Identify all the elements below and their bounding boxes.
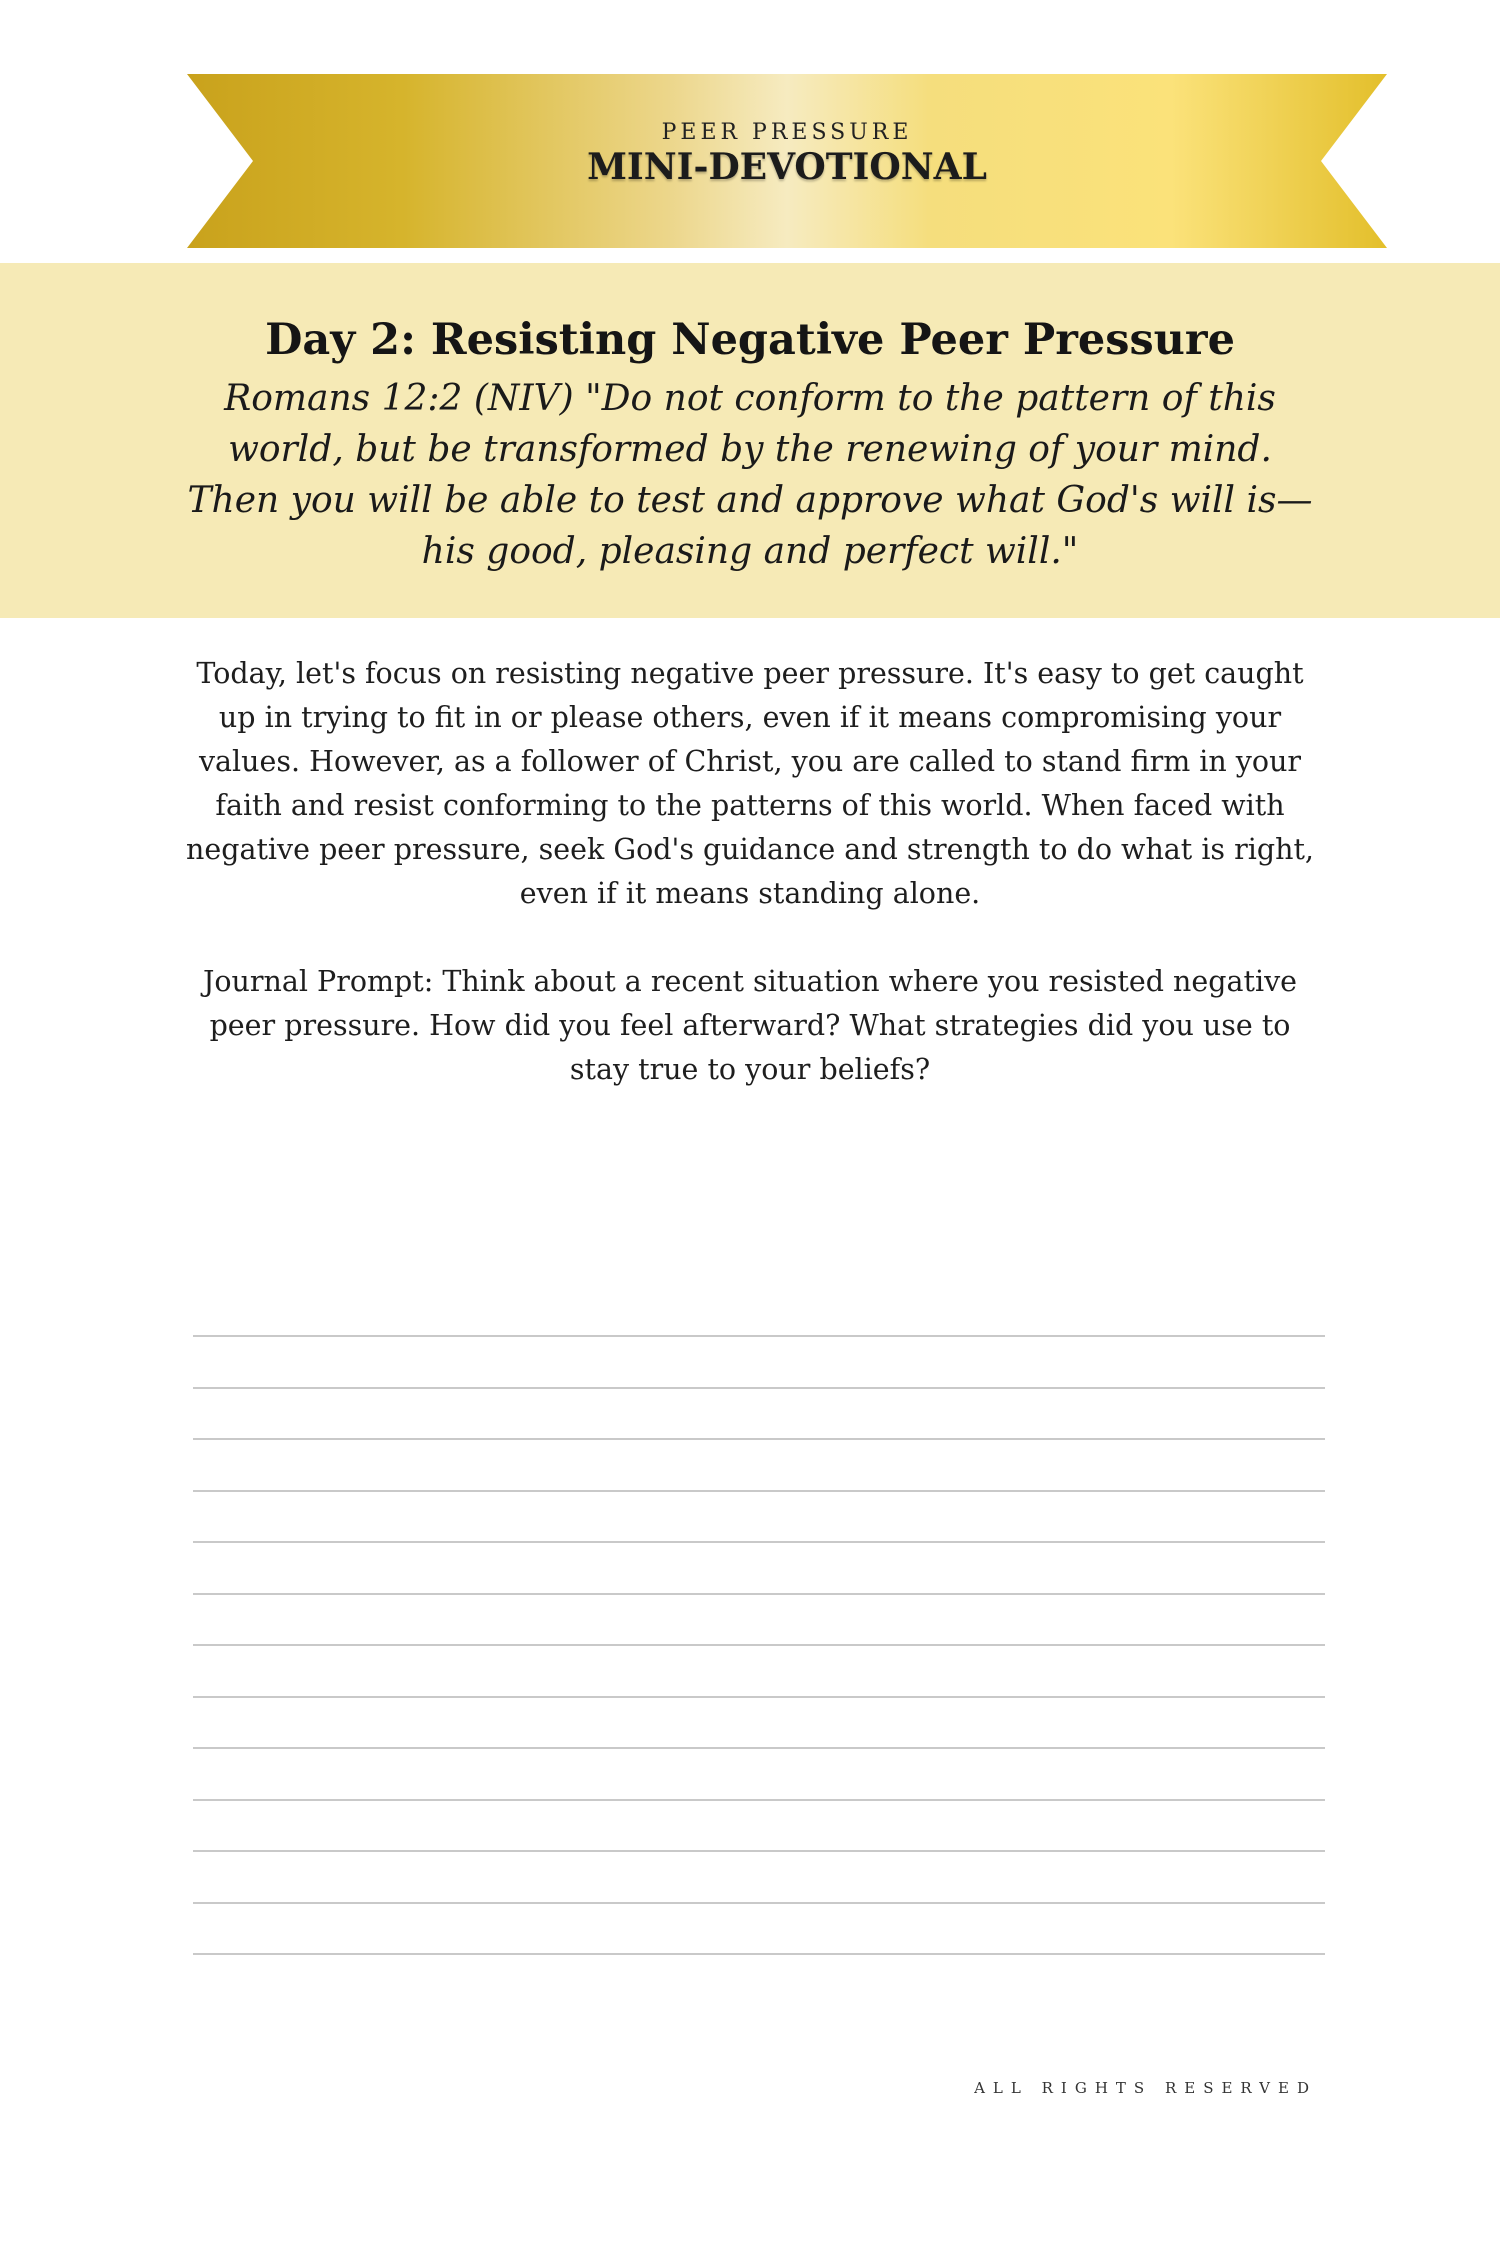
journal-line[interactable] (193, 1593, 1325, 1645)
journal-line[interactable] (193, 1438, 1325, 1490)
journal-line[interactable] (193, 1953, 1325, 2005)
journal-line[interactable] (193, 1799, 1325, 1851)
rights-footer: ALL RIGHTS RESERVED (974, 2079, 1317, 2097)
banner-title: MINI-DEVOTIONAL (587, 146, 987, 188)
journal-line[interactable] (193, 1850, 1325, 1902)
journal-line[interactable] (193, 1490, 1325, 1542)
journal-prompt: Journal Prompt: Think about a recent situation where you resisted negative peer pressure. How did you feel afterward? What strategies did you use to stay true to your beliefs? (202, 965, 1298, 1086)
banner-subtitle: PEER PRESSURE (661, 120, 913, 145)
scripture-verse: Romans 12:2 (NIV) "Do not conform to the pattern of this world, but be transformed by the renewing of your mind. Then you will be able to test and approve what God's will is—his good, pleasing and perfect will." (187, 378, 1313, 572)
journal-line[interactable] (193, 1335, 1325, 1387)
journal-line[interactable] (193, 1902, 1325, 1954)
journal-lines (193, 1335, 1325, 2005)
devotional-paragraph: Today, let's focus on resisting negative peer pressure. It's easy to get caught up in trying to fit in or please others, even if it means compromising your values. However, as a follower of Christ, you are called to stand firm in your faith and resist conforming to the patterns of this world. When faced with negative peer pressure, seek God's guidance and strength to do what is right, even if it means standing alone. (186, 657, 1314, 910)
journal-line[interactable] (193, 1696, 1325, 1748)
journal-line[interactable] (193, 1541, 1325, 1593)
journal-line[interactable] (193, 1387, 1325, 1439)
journal-line[interactable] (193, 1644, 1325, 1696)
journal-line[interactable] (193, 1747, 1325, 1799)
day-title: Day 2: Resisting Negative Peer Pressure (265, 315, 1235, 365)
devotional-body (185, 652, 1315, 1092)
